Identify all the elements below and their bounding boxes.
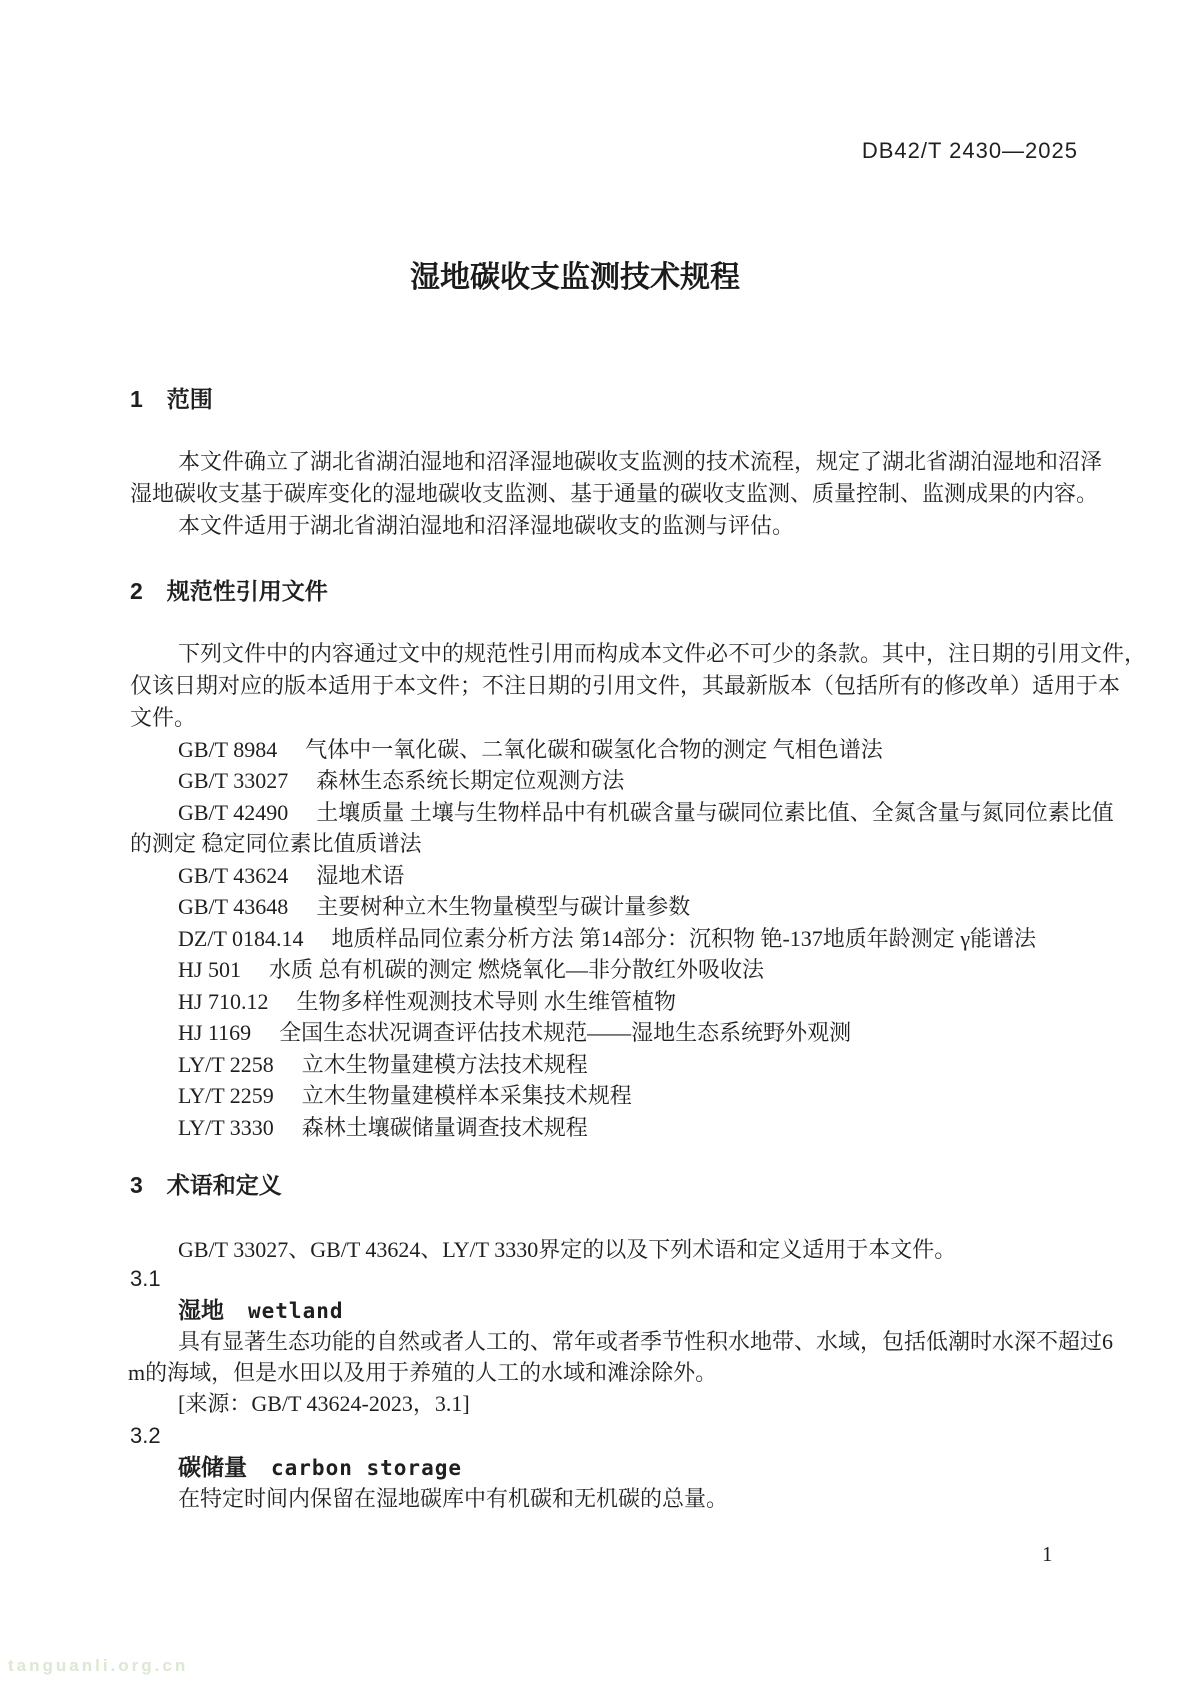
term-definition-line: 在特定时间内保留在湿地碳库中有机碳和无机碳的总量。 bbox=[178, 1486, 729, 1511]
section-1-number: 1 bbox=[130, 386, 143, 412]
reference-title: 地质样品同位素分析方法 第14部分：沉积物 铯-137地质年龄测定 γ能谱法 bbox=[331, 926, 1037, 951]
reference-item bbox=[178, 800, 1114, 826]
reference-code: HJ 1169 bbox=[178, 1020, 252, 1045]
reference-item bbox=[178, 1115, 588, 1141]
clause-number-3-1: 3.1 bbox=[130, 1266, 161, 1291]
terms-intro: GB/T 33027、GB/T 43624、LY/T 3330界定的以及下列术语和定义适用于本文件。 bbox=[178, 1237, 957, 1262]
section-1-title: 范围 bbox=[166, 386, 213, 412]
reference-code: HJ 501 bbox=[178, 957, 241, 982]
page-number: 1 bbox=[1042, 1542, 1053, 1566]
reference-item bbox=[178, 989, 676, 1015]
term-english: carbon storage bbox=[271, 1456, 463, 1480]
reference-code: LY/T 2258 bbox=[178, 1052, 274, 1077]
reference-item bbox=[178, 894, 690, 920]
reference-title: 主要树种立木生物量模型与碳计量参数 bbox=[316, 894, 691, 919]
reference-code: GB/T 43624 bbox=[178, 863, 289, 888]
reference-code: GB/T 42490 bbox=[178, 800, 289, 825]
reference-item bbox=[178, 957, 764, 983]
term-definition-line: m的海域，但是水田以及用于养殖的人工的水域和滩涂除外。 bbox=[128, 1360, 718, 1385]
reference-item bbox=[178, 737, 883, 763]
reference-item-continuation: 的测定 稳定同位素比值质谱法 bbox=[130, 831, 422, 856]
section-1-heading bbox=[130, 386, 213, 412]
reference-title: 立木生物量建模方法技术规程 bbox=[301, 1052, 588, 1077]
reference-code: HJ 710.12 bbox=[178, 989, 269, 1014]
references-intro-line: 仅该日期对应的版本适用于本文件；不注日期的引用文件，其最新版本（包括所有的修改单）适用于本 bbox=[130, 673, 1121, 698]
term-english: wetland bbox=[248, 1299, 344, 1323]
section-2-number: 2 bbox=[130, 578, 143, 604]
term-chinese: 碳储量 bbox=[178, 1454, 247, 1480]
scope-paragraph-line: 湿地碳收支基于碳库变化的湿地碳收支监测、基于通量的碳收支监测、质量控制、监测成果的内容。 bbox=[130, 481, 1099, 506]
reference-title: 气体中一氧化碳、二氧化碳和碳氢化合物的测定 气相色谱法 bbox=[305, 737, 883, 762]
reference-code: GB/T 43648 bbox=[178, 894, 289, 919]
document-title: 湿地碳收支监测技术规程 bbox=[410, 261, 740, 294]
reference-title: 全国生态状况调查评估技术规范——湿地生态系统野外观测 bbox=[279, 1020, 852, 1045]
reference-code: GB/T 8984 bbox=[178, 737, 278, 762]
reference-item bbox=[178, 1052, 588, 1078]
reference-title: 立木生物量建模样本采集技术规程 bbox=[301, 1083, 632, 1108]
section-2-heading bbox=[130, 578, 328, 604]
watermark-text: tanguanli.org.cn bbox=[8, 1656, 189, 1675]
term-definition-line: 具有显著生态功能的自然或者人工的、常年或者季节性积水地带、水域，包括低潮时水深不超过6 bbox=[178, 1329, 1114, 1354]
scope-paragraph-line: 本文件确立了湖北省湖泊湿地和沼泽湿地碳收支监测的技术流程，规定了湖北省湖泊湿地和沼泽 bbox=[178, 449, 1103, 474]
section-3-heading bbox=[130, 1172, 282, 1198]
reference-code: LY/T 3330 bbox=[178, 1115, 274, 1140]
standard-number: DB42/T 2430—2025 bbox=[861, 138, 1078, 163]
term-chinese: 湿地 bbox=[178, 1297, 224, 1323]
clause-number-3-2: 3.2 bbox=[130, 1423, 161, 1448]
references-intro-line: 文件。 bbox=[130, 705, 197, 730]
term-source-note: [来源：GB/T 43624-2023，3.1] bbox=[178, 1391, 470, 1416]
references-intro-line: 下列文件中的内容通过文中的规范性引用而构成本文件必不可少的条款。其中，注日期的引用文件， bbox=[178, 641, 1147, 666]
reference-title: 土壤质量 土壤与生物样品中有机碳含量与碳同位素比值、全氮含量与氮同位素比值 bbox=[316, 800, 1114, 825]
reference-item bbox=[178, 926, 1036, 952]
term-entry-carbon-storage bbox=[178, 1454, 462, 1481]
reference-item bbox=[178, 1083, 632, 1109]
section-3-title: 术语和定义 bbox=[166, 1172, 282, 1198]
section-2-title: 规范性引用文件 bbox=[166, 578, 328, 604]
reference-item bbox=[178, 1020, 851, 1046]
reference-item bbox=[178, 768, 624, 794]
reference-title: 湿地术语 bbox=[316, 863, 405, 888]
reference-title: 森林土壤碳储量调查技术规程 bbox=[301, 1115, 588, 1140]
reference-title: 森林生态系统长期定位观测方法 bbox=[316, 768, 625, 793]
reference-code: DZ/T 0184.14 bbox=[178, 926, 304, 951]
reference-code: GB/T 33027 bbox=[178, 768, 289, 793]
reference-title: 生物多样性观测技术导则 水生维管植物 bbox=[296, 989, 676, 1014]
reference-item bbox=[178, 863, 404, 889]
section-3-number: 3 bbox=[130, 1172, 143, 1198]
term-entry-wetland bbox=[178, 1297, 344, 1324]
reference-code: LY/T 2259 bbox=[178, 1083, 274, 1108]
scope-paragraph-line: 本文件适用于湖北省湖泊湿地和沼泽湿地碳收支的监测与评估。 bbox=[178, 513, 795, 538]
reference-title: 水质 总有机碳的测定 燃烧氧化—非分散红外吸收法 bbox=[268, 957, 764, 982]
